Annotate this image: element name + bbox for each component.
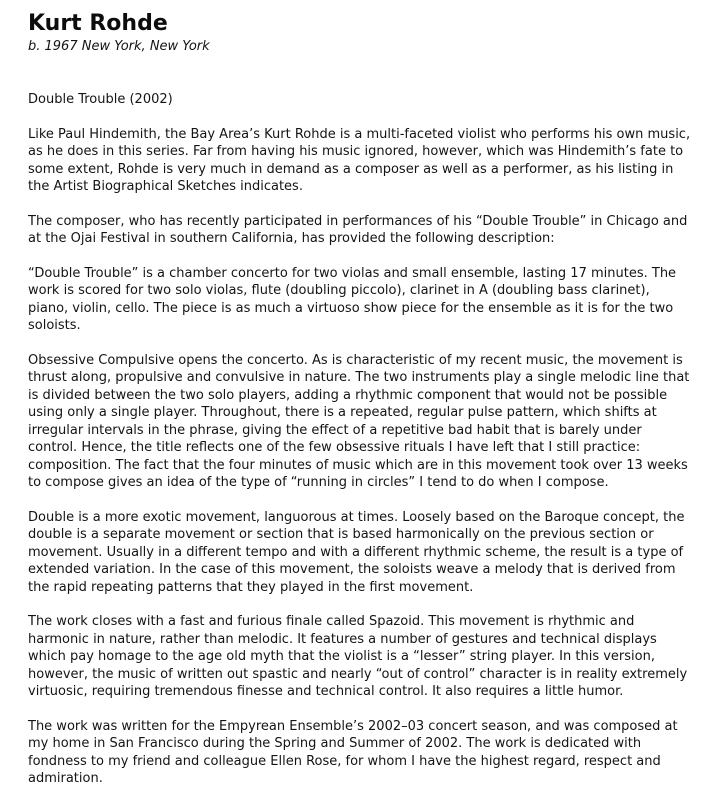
paragraph-composer-performances: The composer, who has recently participated in performances of his “Double Trouble” in Chicago and at the Ojai Festival in southern California, has provided the following description: [28, 213, 688, 246]
paragraph-obsessive-compulsive: Obsessive Compulsive opens the concerto. As is characteristic of my recent music, the movement is thrust along, propulsive and convulsive in nature. The two instruments play a single melodic line that is divided between the two solo players, adding a rhythmic component that would not be possible using only a single player. Throughout, there is a repeated, regular pulse pattern, which shifts at irregular intervals in the phrase, giving the effect of a repetitive bad habit that is barely under control. Hence, the title reflects one of the few obsessive rituals I have left that I still practice: composition. The fact that the four minutes of music which are in this movement took over 13 weeks to compose gives an idea of the type of “running in circles” I tend to do when I compose. [28, 352, 690, 490]
paragraph-work-description: “Double Trouble” is a chamber concerto for two violas and small ensemble, lasting 17 minutes. The work is scored for two solo violas, flute (doubling piccolo), clarinet in A (doubling bass clarinet), piano, violin, cello. The piece is as much a virtuoso show piece for the ensemble as it is for the two soloists. [28, 265, 677, 333]
paragraph-dedication: The work was written for the Empyrean Ensemble’s 2002–03 concert season, and was composed at my home in San Francisco during the Spring and Summer of 2002. The work is dedicated with fondness to my friend and colleague Ellen Rose, for whom I have the highest regard, respect and admiration. [28, 718, 678, 786]
composer-name-heading: Kurt Rohde [28, 11, 168, 36]
paragraph-spazoid: The work closes with a fast and furious finale called Spazoid. This movement is rhythmic and harmonic in nature, rather than melodic. It features a number of gestures and technical displays which pay homage to the age old myth that the violist is a “lesser” string player. In this version, however, the music of written out spastic and nearly “out of control” character is in reality extremely virtuosic, requiring tremendous finesse and technical control. It also requires a little humor. [28, 614, 688, 699]
composer-birth-line: b. 1967 New York, New York [28, 39, 210, 54]
document-content [28, 11, 691, 786]
work-title: Double Trouble (2002) [28, 92, 173, 107]
paragraph-introduction: Like Paul Hindemith, the Bay Area’s Kurt Rohde is a multi-faceted violist who performs his own music, as he does in this series. Far from having his music ignored, however, which was Hindemith’s fate to some extent, Rohde is very much in demand as a composer as well as a performer, as his listing in the Artist Biographical Sketches indicates. [28, 126, 691, 194]
paragraph-double: Double is a more exotic movement, languorous at times. Loosely based on the Baroque concept, the double is a separate movement or section that is based harmonically on the previous section or movement. Usually in a different tempo and with a different rhythmic scheme, the result is a type of extended variation. In the case of this movement, the soloists weave a melody that is derived from the rapid repeating patterns that they played in the first movement. [28, 509, 685, 595]
